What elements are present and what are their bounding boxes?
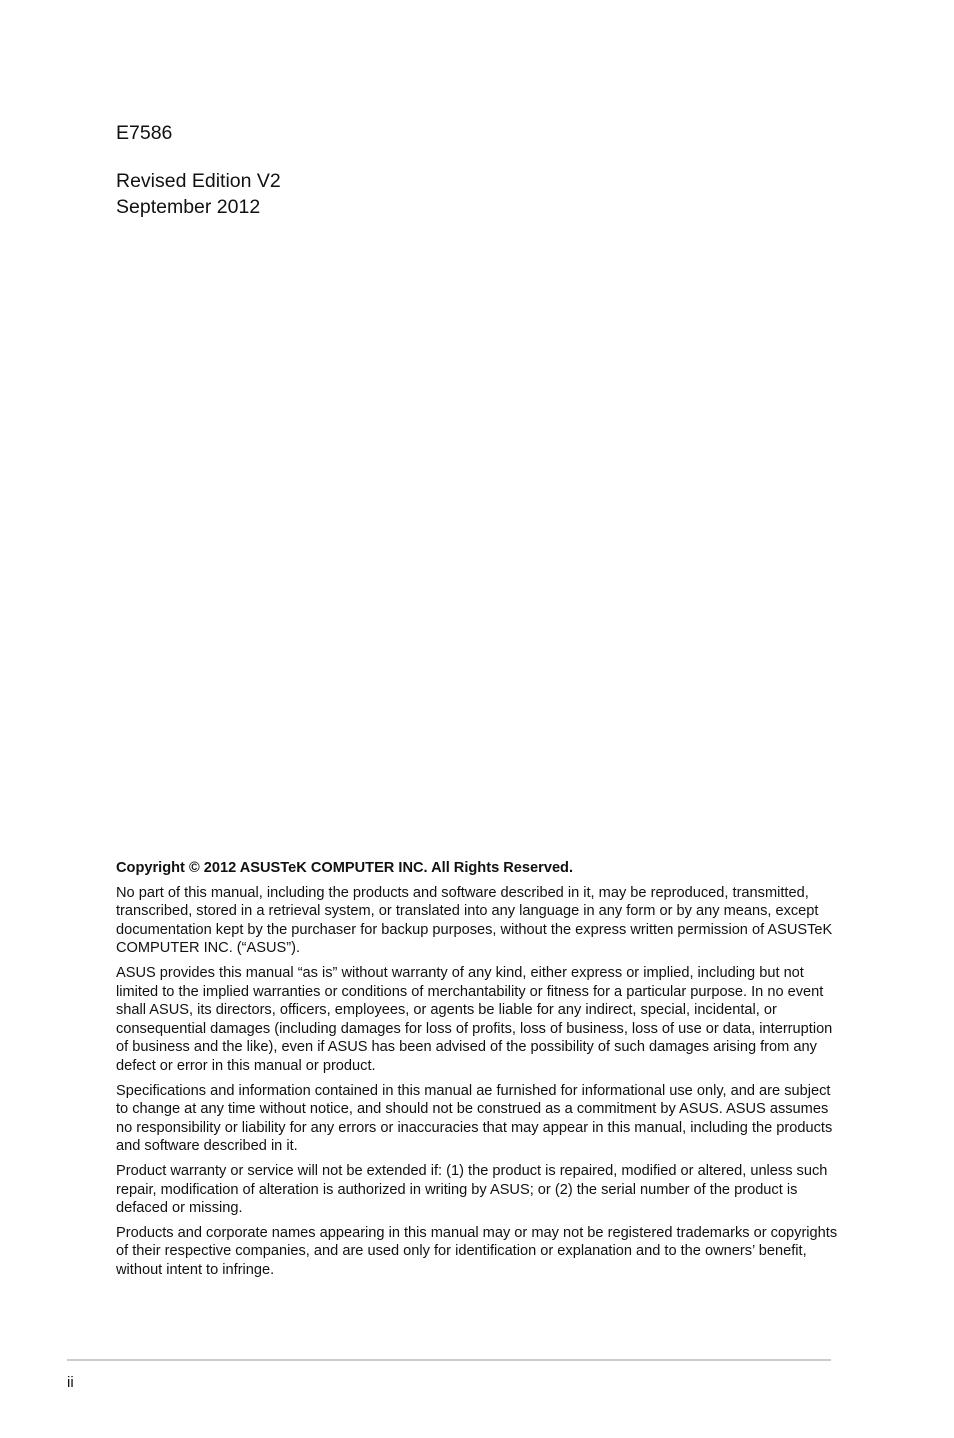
legal-notice (116, 859, 838, 1285)
legal-paragraph-reproduction: No part of this manual, including the products and software described in it, may be reproduced, transmitted, transcribed, stored in a retrieval system, or translated into any language in any form or by any means, except documentation kept by the purchaser for backup purposes, without the express written permission of ASUSTeK COMPUTER INC. (“ASUS”). (116, 884, 833, 957)
footer-divider (67, 1359, 831, 1361)
legal-paragraph-service: Product warranty or service will not be extended if: (1) the product is repaired, modified or altered, unless such repair, modification of alteration is authorized in writing by ASUS; or (2) the serial number of the product is defaced or missing. (116, 1162, 828, 1217)
copyright-heading: Copyright © 2012 ASUSTeK COMPUTER INC. All Rights Reserved. (116, 860, 574, 876)
legal-paragraph-specifications: Specifications and information contained in this manual ae furnished for informational use only, and are subject to change at any time without notice, and should not be construed as a commitment by ASUS. ASUS assumes no responsibility or liability for any errors or inaccuracies that may appear in this manual, including the products and software described in it. (116, 1082, 833, 1155)
document-code: E7586 (116, 122, 173, 144)
page-number: ii (67, 1374, 74, 1391)
edition-date: September 2012 (116, 196, 261, 218)
legal-paragraph-warranty-disclaimer: ASUS provides this manual “as is” without warranty of any kind, either express or implied, including but not limited to the implied warranties or conditions of merchantability or fitness for a particular purpose. In no event shall ASUS, its directors, officers, employees, or agents be liable for any indirect, special, incidental, or consequential damages (including damages for loss of profits, loss of business, loss of use or data, interruption of business and the like), even if ASUS has been advised of the possibility of such damages arising from any defect or error in this manual or product. (116, 964, 833, 1074)
edition-label: Revised Edition V2 (116, 170, 281, 192)
edition-block (116, 168, 281, 220)
legal-paragraph-trademarks: Products and corporate names appearing in this manual may or may not be registered trademarks or copyrights of their respective companies, and are used only for identification or explanation and to the owners’ benefit, without intent to infringe. (116, 1224, 838, 1278)
